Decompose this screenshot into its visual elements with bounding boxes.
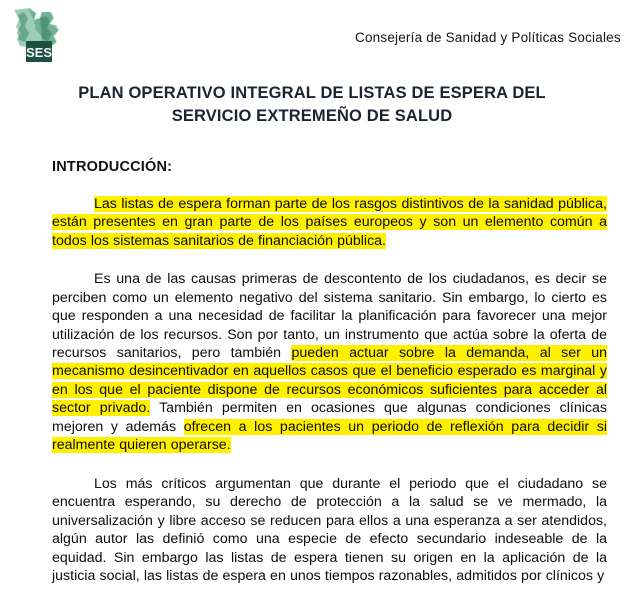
- highlighted-text: pueden actuar sobre la demanda, al ser un mecanismo desincentivador en aquellos casos que el beneficio esperado es marginal y en los que el paciente dispone de recursos económicos suficientes para acceder al sector privado.: [52, 345, 608, 417]
- paragraph-list: [52, 195, 607, 586]
- ses-badge-label: SES: [25, 45, 53, 60]
- page-title: [0, 82, 624, 129]
- ses-logo: [10, 6, 66, 64]
- organization-name: Consejería de Sanidad y Políticas Sociales: [355, 30, 621, 45]
- document-header: [0, 0, 624, 66]
- paragraph-p1: [52, 195, 607, 250]
- highlighted-text: Las listas de espera forman parte de los rasgos distintivos de la sanidad pública, están presentes en gran parte de los países europeos y son un elemento común a todos los sistemas sanitarios de financiación pública.: [52, 195, 607, 249]
- plain-text: También permiten en ocasiones que algunas condiciones clínicas mejoren y además: [52, 400, 607, 435]
- document-body: [0, 159, 624, 586]
- ses-logo-graphic: [10, 6, 66, 64]
- plain-text: Es una de las causas primeras de descontento de los ciudadanos, es decir se perciben como un elemento negativo del sistema sanitario. Sin embargo, lo cierto es que responden a una necesidad de facilitar la planificación para favorecer una mejor utilización de los recursos. Son por tanto, un instrumento que actúa sobre la oferta de recursos sanitarios, pero también: [52, 271, 607, 362]
- section-heading-introduccion: INTRODUCCIÓN:: [52, 158, 173, 175]
- page-title-line-1: PLAN OPERATIVO INTEGRAL DE LISTAS DE ESPERA DEL: [78, 84, 546, 102]
- paragraph-p2: [52, 270, 607, 455]
- highlighted-text: ofrecen a los pacientes un periodo de reflexión para decidir si realmente quieren operarse.: [52, 418, 607, 454]
- plain-text: Los más críticos argumentan que durante el periodo que el ciudadano se encuentra esperando, su derecho de protección a la salud se ve mermado, la universalización y libre acceso se reducen para ellos a una esperanza a ser atendidos, algún autor las definió como una especie de efecto secundario indeseable de la equidad. Sin embargo las listas de espera tienen su origen en la aplicación de la justicia social, las listas de espera en unos tiempos razonables, admitidos por clínicos y: [52, 475, 607, 584]
- page-title-line-2: SERVICIO EXTREMEÑO DE SALUD: [171, 107, 453, 126]
- paragraph-p3: [52, 475, 607, 586]
